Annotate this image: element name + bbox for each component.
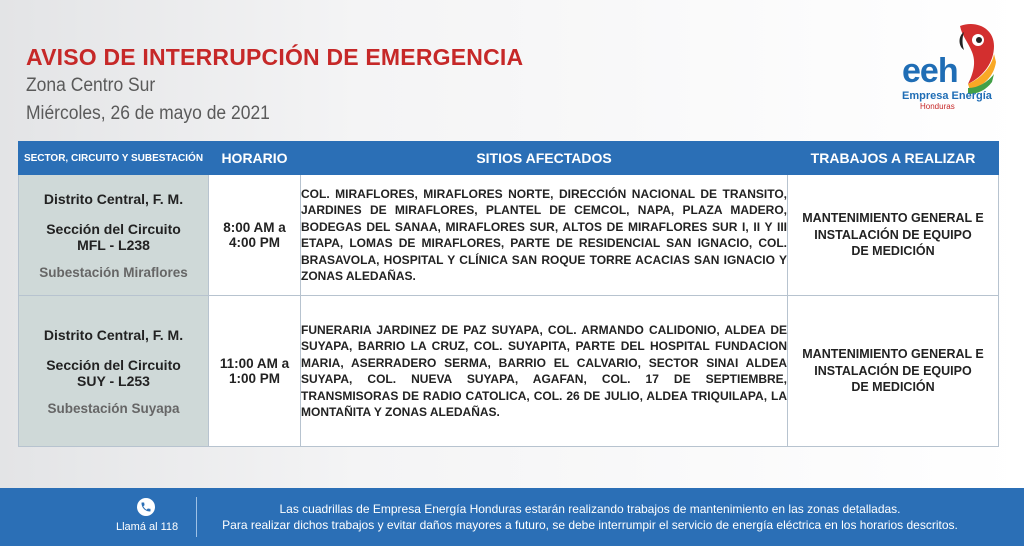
sites-cell: FUNERARIA JARDINEZ DE PAZ SUYAPA, COL. ARMANDO CALIDONIO, ALDEA DE SUYAPA, BARRIO LA CRUZ, COL. SUYAPITA, PARTE DEL HOSPITAL FUNDACION MARIA, ASERRADERO SERMA, BARRIO EL CALVARIO, SECTOR SINAI ALDEA SUYAPA, COL. NUEVA SUYAPA, AGAFAN, COL. 17 DE SEPTIEMBRE, TRANSMISORAS DE RADIO CATOLICA, COL. 26 DE JULIO, ALDEA TRIQUILAPA, LA MONTAÑITA Y ZONAS ALEDAÑAS. <box>301 296 788 447</box>
time-start: 8:00 AM a <box>223 220 286 235</box>
work-cell <box>788 296 999 447</box>
sector-cell <box>19 296 209 447</box>
substation-label: Subestación Suyapa <box>47 400 180 416</box>
district-label: Distrito Central, F. M. <box>43 326 184 343</box>
circuit-label: Sección del Circuito <box>46 356 181 373</box>
footer-divider <box>196 497 197 537</box>
schedule-cell <box>209 296 301 447</box>
header-sector: SECTOR, CIRCUITO Y SUBESTACIÓN <box>19 142 209 175</box>
zone-label: Zona Centro Sur <box>26 75 156 96</box>
work-line: DE MEDICIÓN <box>851 380 935 395</box>
interruption-table <box>18 141 999 447</box>
time-end: 4:00 PM <box>228 235 281 250</box>
time-end: 1:00 PM <box>228 371 281 386</box>
logo-company: Empresa Energía <box>902 90 992 102</box>
work-line: MANTENIMIENTO GENERAL E <box>802 211 984 226</box>
header <box>26 44 523 125</box>
sector-cell <box>19 175 209 296</box>
footer-line-1: Las cuadrillas de Empresa Energía Honduras estarán realizando trabajos de mantenimiento en las zonas detalladas. <box>279 502 901 516</box>
work-line: DE MEDICIÓN <box>851 244 935 259</box>
substation-label: Subestación Miraflores <box>39 264 188 280</box>
work-line: MANTENIMIENTO GENERAL E <box>802 347 984 362</box>
circuit-code: MFL - L238 <box>77 236 150 253</box>
logo-wordmark: eeh <box>902 52 958 90</box>
footer-message <box>205 501 975 533</box>
table-row <box>19 296 999 447</box>
date-label: Miércoles, 26 de mayo de 2021 <box>26 103 270 124</box>
table-row <box>19 175 999 296</box>
phone-icon[interactable] <box>137 498 155 516</box>
footer-bar <box>0 488 1024 546</box>
work-line: INSTALACIÓN DE EQUIPO <box>814 363 972 378</box>
header-work: TRABAJOS A REALIZAR <box>788 142 999 175</box>
table-header-row <box>19 142 999 175</box>
footer-line-2: Para realizar dichos trabajos y evitar daños mayores a futuro, se debe interrumpir el servicio de energía eléctrica en los horarios descritos. <box>222 518 958 532</box>
circuit-label: Sección del Circuito <box>46 220 181 237</box>
circuit-code: SUY - L253 <box>77 372 150 389</box>
call-label: Llamá al 118 <box>116 521 179 533</box>
schedule-cell <box>209 175 301 296</box>
work-cell <box>788 175 999 296</box>
district-label: Distrito Central, F. M. <box>43 190 184 207</box>
sites-cell: COL. MIRAFLORES, MIRAFLORES NORTE, DIRECCIÓN NACIONAL DE TRANSITO, JARDINES DE MIRAFLORES, PLANTEL DE CEMCOL, NAPA, PLAZA MADERO, BODEGAS DEL SANAA, MIRAFLORES SUR, ALTOS DE MIRAFLORES SUR I, II Y III ETAPA, LOMAS DE MIRAFLORES, PARTE DE RESIDENCIAL SAN IGNACIO, COL. BRASAVOLA, HOSPITAL Y CLÍNICA SAN ROQUE TORRE ACACIAS SAN IGNACIO Y ZONAS ALEDAÑAS. <box>301 175 788 296</box>
page-title: AVISO DE INTERRUPCIÓN DE EMERGENCIA <box>26 44 524 70</box>
logo-country: Honduras <box>920 102 955 111</box>
header-sites: SITIOS AFECTADOS <box>301 142 788 175</box>
time-start: 11:00 AM a <box>219 356 290 371</box>
header-schedule: HORARIO <box>209 142 301 175</box>
eeh-logo <box>898 18 998 113</box>
work-line: INSTALACIÓN DE EQUIPO <box>814 227 972 242</box>
